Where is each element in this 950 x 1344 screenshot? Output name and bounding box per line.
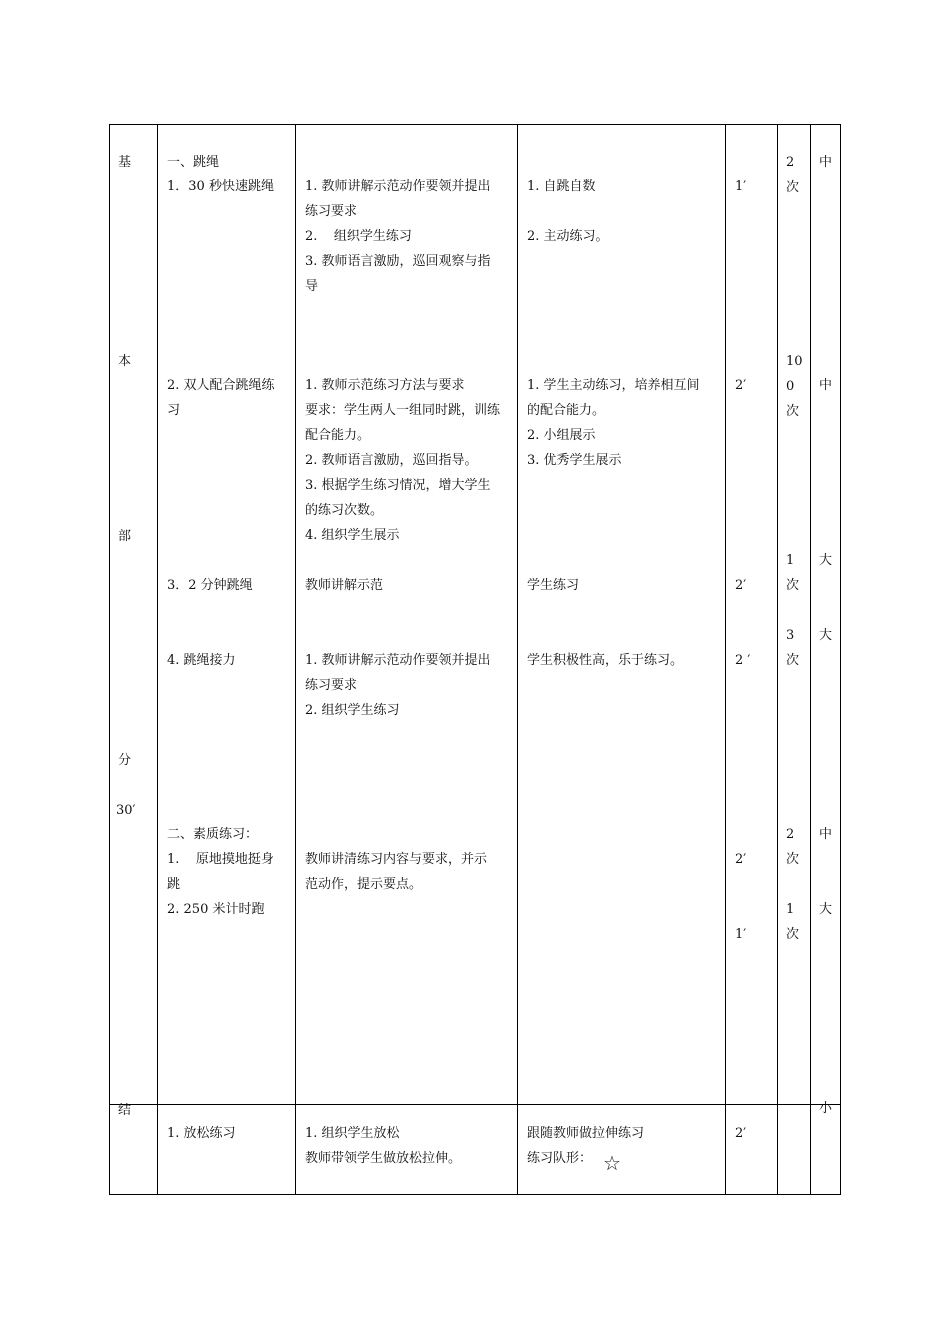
count-line: 次 [786,180,800,195]
row-count [786,822,799,947]
student-activity [527,373,700,473]
student-line: 2. 小组展示 [527,428,596,443]
section-char: 本 [118,354,132,369]
row-count [786,150,799,200]
end-student-activity [527,1121,645,1175]
content-line: 3．2 分钟跳绳 [167,578,253,593]
teacher-line: 练习要求 [305,678,358,693]
teacher-line: 1. 教师讲解示范动作要领并提出 [305,653,491,668]
student-line: 跟随教师做拉伸练习 [527,1126,645,1141]
column-divider [810,124,811,1195]
column-divider [517,124,518,1195]
content-line: 跳 [167,877,181,892]
teacher-activity [305,648,491,723]
teacher-line: 3. 根据学生练习情况，增大学生 [305,478,491,493]
count-line: 次 [786,852,800,867]
teacher-line: 范动作，提示要点。 [305,877,423,892]
count-line: 1 [786,902,795,917]
teacher-activity [305,573,383,598]
content-line: 习 [167,403,181,418]
table-border-bottom [109,1194,841,1195]
teacher-line: 2. 教师语言激励，巡回指导。 [305,453,478,468]
teacher-line: 练习要求 [305,204,358,219]
end-time: 2′ [735,1126,747,1141]
row-time: 2′ [735,378,747,393]
table-border-left [109,124,110,1195]
teacher-line: 2. 组织学生练习 [305,229,412,244]
row-time: 2′ [735,578,747,593]
quality-heading: 二、素质练习： [167,827,259,842]
column-divider [777,124,778,1195]
teacher-activity [305,174,491,299]
formation-star-icon: ☆ [603,1151,621,1175]
student-line: 1. 自跳自数 [527,179,596,194]
teacher-line: 2. 组织学生练习 [305,703,400,718]
teacher-line: 教师讲清练习内容与要求，并示 [305,852,488,867]
end-content [167,1121,236,1146]
end-intensity: 小 [819,1101,833,1116]
content-line: 1. 原地摸地挺身 [167,852,274,867]
row-intensity: 中 [819,827,833,842]
table-border-top [109,124,841,125]
student-activity [527,174,609,249]
content-line: 4. 跳绳接力 [167,653,236,668]
row-count [786,349,803,424]
count-line: 2 [786,155,795,170]
teacher-line: 教师带领学生做放松拉伸。 [305,1151,462,1166]
teacher-activity [305,373,500,548]
count-line: 10 [786,354,803,369]
teacher-line: 1. 组织学生放松 [305,1126,400,1141]
content-line: 1. 放松练习 [167,1126,236,1141]
end-teacher-activity [305,1121,461,1171]
column-divider [157,124,158,1195]
teacher-line: 3. 教师语言激励，巡回观察与指 [305,254,491,269]
column-divider [295,124,296,1195]
table-border-right [840,124,841,1195]
count-line: 1 [786,553,795,568]
row-intensity: 中 [819,378,833,393]
section-duration: 30′ [116,803,136,818]
student-activity [527,573,579,598]
row-intensity: 大 [819,902,833,917]
teacher-line: 要求：学生两人一组同时跳，训练 [305,403,501,418]
row-intensity: 大 [819,628,833,643]
teacher-line: 1. 教师讲解示范动作要领并提出 [305,179,491,194]
section-divider [109,1104,841,1105]
row-count [786,623,799,673]
student-line: 练习队形： [527,1151,593,1166]
student-line: 学生积极性高，乐于练习。 [527,653,684,668]
column-divider [725,124,726,1195]
section-end-label: 结 [118,1103,132,1118]
content-line: 2. 250 米计时跑 [167,902,265,917]
teacher-activity [305,847,487,897]
row-content [167,573,253,598]
content-line: 1．30 秒快速跳绳 [167,179,274,194]
student-line: 学生练习 [527,578,580,593]
section-char: 部 [118,529,132,544]
row-content [167,174,274,199]
count-line: 次 [786,927,800,942]
count-line: 2 [786,827,795,842]
content-line: 2. 双人配合跳绳练 [167,378,275,393]
student-activity [527,648,683,673]
count-line: 3 [786,628,795,643]
count-line: 次 [786,578,800,593]
section-char: 分 [118,753,132,768]
student-line: 2. 主动练习。 [527,229,609,244]
row-count [786,548,799,598]
teacher-line: 导 [305,279,319,294]
student-line [527,199,609,224]
row-content [167,648,236,673]
student-line: 1. 学生主动练习，培养相互间 [527,378,700,393]
student-line: 3. 优秀学生展示 [527,453,622,468]
row-time: 1′ [735,179,747,194]
count-line: 0 [786,379,795,394]
count-line: 次 [786,404,800,419]
teacher-line: 的练习次数。 [305,503,384,518]
count-line: 次 [786,653,800,668]
teacher-line: 教师讲解示范 [305,578,384,593]
quality-content [167,847,274,922]
row-intensity: 中 [819,155,833,170]
row-time: 2 ′ [735,653,751,668]
row-time: 2′ [735,852,747,867]
row-intensity: 大 [819,553,833,568]
teacher-line: 配合能力。 [305,428,371,443]
row-time: 1′ [735,927,747,942]
teacher-line: 1. 教师示范练习方法与要求 [305,378,465,393]
row-content [167,373,275,423]
section-char: 基 [118,155,132,170]
main-heading: 一、跳绳 [167,155,220,170]
count-line [786,872,799,897]
student-line: 的配合能力。 [527,403,606,418]
teacher-line: 4. 组织学生展示 [305,528,400,543]
